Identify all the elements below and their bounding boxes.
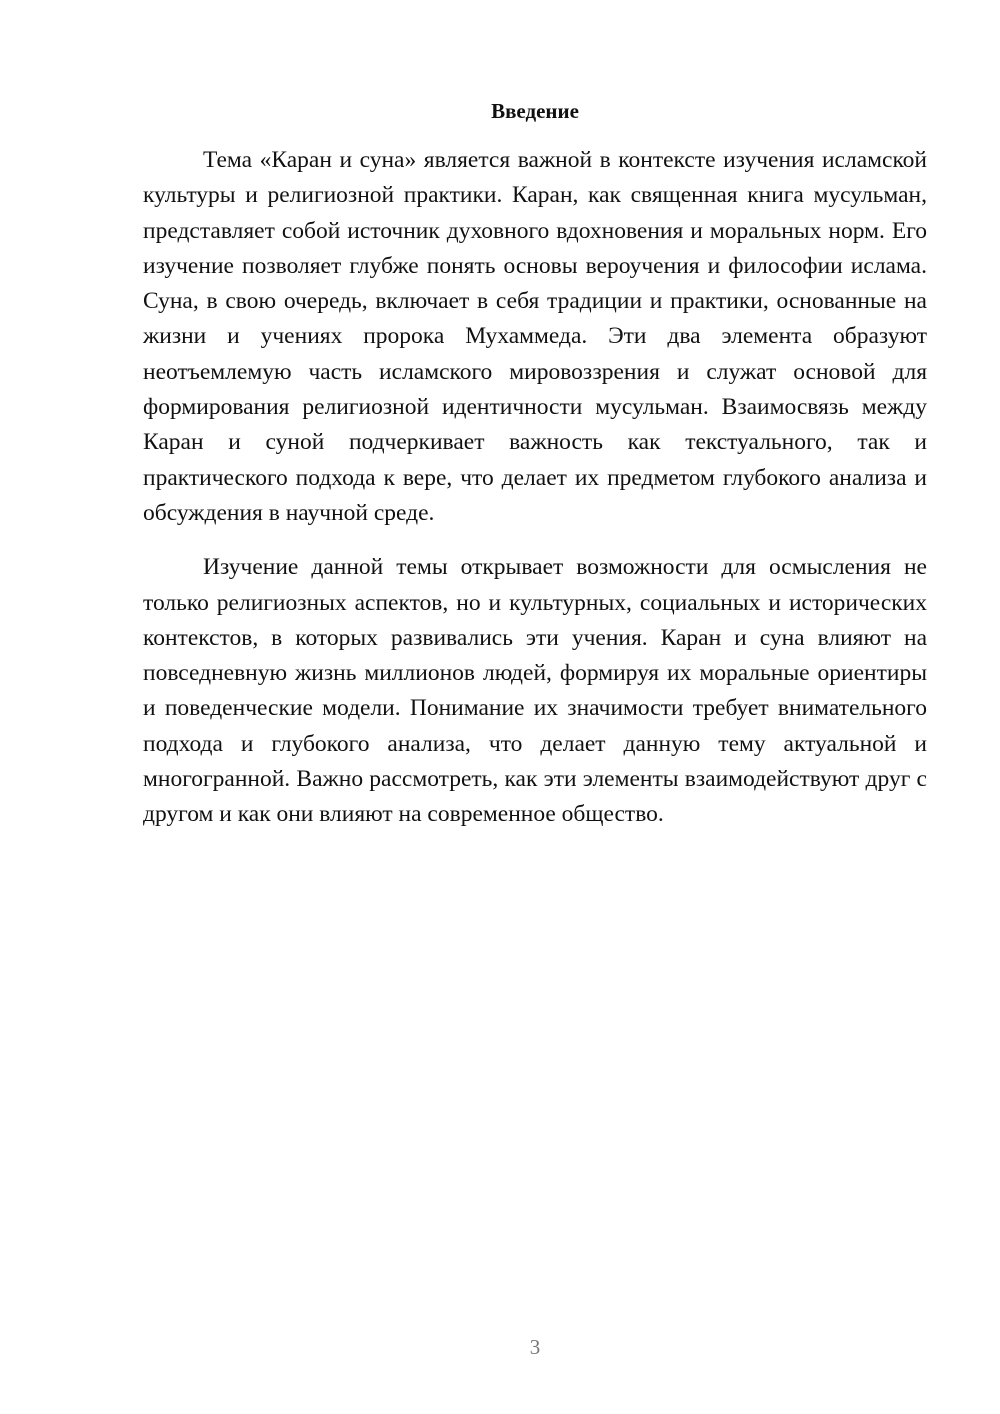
document-body (143, 143, 927, 833)
paragraph-1: Тема «Каран и суна» является важной в контексте изучения исламской культуры и религиозной практики. Каран, как священная книга мусульман, представляет собой источник духовного вдохновения и моральных норм. Его изучение позволяет глубже понять основы вероучения и философии ислама. Суна, в свою очередь, включает в себя традиции и практики, основанные на жизни и учениях пророка Мухаммеда. Эти два элемента образуют неотъемлемую часть исламского мировоззрения и служат основой для формирования религиозной идентичности мусульман. Взаимосвязь между Каран и суной подчеркивает важность как текстуального, так и практического подхода к вере, что делает их предметом глубокого анализа и обсуждения в научной среде. (143, 147, 927, 526)
page-number: 3 (529, 1335, 541, 1359)
paragraph-2: Изучение данной темы открывает возможности для осмысления не только религиозных аспектов, но и культурных, социальных и исторических контекстов, в которых развивались эти учения. Каран и суна влияют на повседневную жизнь миллионов людей, формируя их моральные ориентиры и поведенческие модели. Понимание их значимости требует внимательного подхода и глубокого анализа, что делает данную тему актуальной и многогранной. Важно рассмотреть, как эти элементы взаимодействуют друг с другом и как они влияют на современное общество. (143, 554, 927, 828)
section-title: Введение (491, 99, 579, 123)
